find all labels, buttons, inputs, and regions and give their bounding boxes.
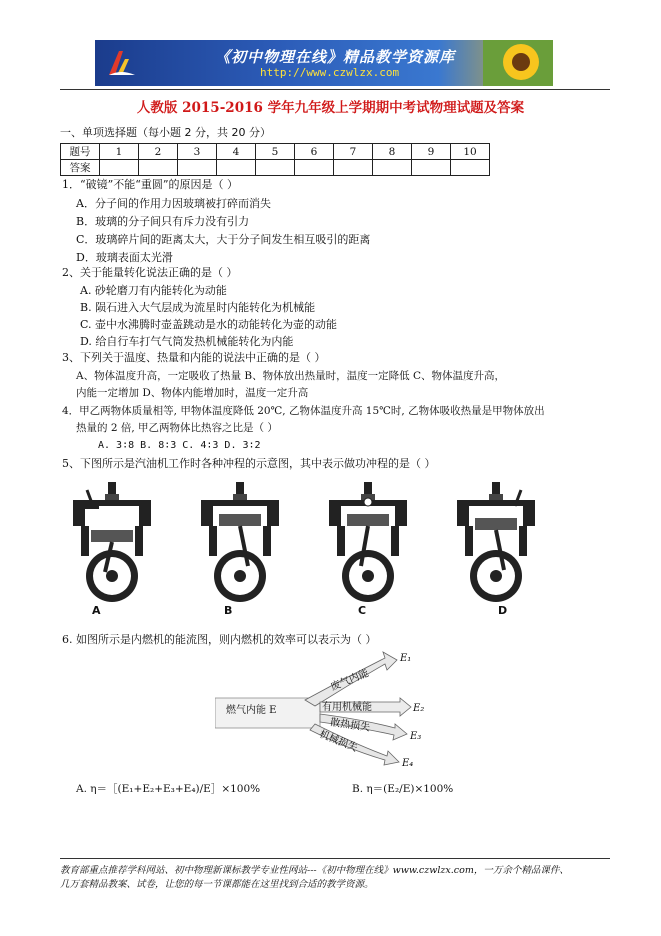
banner-url[interactable]: http://www.czwlzx.com xyxy=(260,66,400,79)
answer-cell[interactable] xyxy=(100,160,139,176)
q4-stem-line1: 4．甲乙两物体质量相等, 甲物体温度降低 20℃, 乙物体温度升高 15℃时, 乙物体吸收热量是甲物体放出 xyxy=(62,405,545,417)
e3-label: E₃ xyxy=(410,731,422,742)
q2-option-b: B. 陨石进入大气层成为流星时内能转化为机械能 xyxy=(80,301,316,314)
answer-table xyxy=(60,143,490,176)
useful-work-label: 有用机械能 xyxy=(322,702,372,713)
e4-label: E₄ xyxy=(402,758,414,769)
engine-c-diagram xyxy=(329,482,407,602)
answer-cell[interactable] xyxy=(412,160,451,176)
header-rule xyxy=(60,89,610,90)
q3-stem: 3、下列关于温度、热量和内能的说法中正确的是（ ） xyxy=(62,351,326,364)
footer-line-1: 教育部重点推荐学科网站、初中物理新课标教学专业性网站---《初中物理在线》www.czwlzx.com，一万余个精品课件、 xyxy=(60,865,569,876)
sunflower-icon xyxy=(483,40,553,86)
question-number: 2 xyxy=(139,144,178,160)
q2-option-d: D. 给自行车打气气筒发热机械能转化为内能 xyxy=(80,335,294,348)
engine-b-diagram xyxy=(201,482,279,602)
q1-option-c: C．玻璃碎片间的距离太大，大于分子间发生相互吸引的距离 xyxy=(76,233,371,246)
row-label: 题号 xyxy=(61,144,100,160)
energy-source-label: 燃气内能 E xyxy=(226,705,277,716)
q5-stem: 5、下图所示是汽油机工作时各种冲程的示意图，其中表示做功冲程的是（ ） xyxy=(62,457,436,470)
engine-label-b: B xyxy=(224,604,233,617)
e1-label: E₁ xyxy=(400,653,412,664)
footer-rule xyxy=(60,858,610,859)
loss-label-exhaust: 废气内能 xyxy=(329,667,371,694)
q1-stem: 1．“破镜”不能“重圆”的原因是（ ） xyxy=(62,178,238,191)
engine-label-a: A xyxy=(92,604,101,617)
footer-text xyxy=(60,864,620,892)
q4-stem-line2: 热量的 2 倍, 甲乙两物体比热容之比是（ ） xyxy=(76,422,278,434)
table-row xyxy=(61,160,490,176)
document-title: 人教版 2015-2016 学年九年级上学期期中考试物理试题及答案 xyxy=(136,100,525,116)
loss-label-heat: 散热损失 xyxy=(329,717,371,734)
answer-cell[interactable] xyxy=(451,160,490,176)
question-number: 5 xyxy=(256,144,295,160)
q1-option-a: A．分子间的作用力因玻璃被打碎而消失 xyxy=(76,197,271,210)
question-number: 1 xyxy=(100,144,139,160)
engine-stroke-diagrams xyxy=(65,478,565,603)
q1-option-d: D．玻璃表面太光滑 xyxy=(76,251,173,264)
q6-option-b: B. η＝(E₂/E)×100% xyxy=(352,783,454,795)
q2-option-c: C. 壶中水沸腾时壶盖跳动是水的动能转化为壶的动能 xyxy=(80,318,338,331)
loss-label-mechanical: 机械损失 xyxy=(317,728,359,755)
table-row xyxy=(61,144,490,160)
question-number: 9 xyxy=(412,144,451,160)
row-label: 答案 xyxy=(61,160,100,176)
header-banner xyxy=(95,40,553,86)
answer-cell[interactable] xyxy=(139,160,178,176)
question-number: 10 xyxy=(451,144,490,160)
q6-stem: 6. 如图所示是内燃机的能流图，则内燃机的效率可以表示为（ ） xyxy=(62,633,377,646)
section-heading: 一、单项选择题（每小题 2 分，共 20 分） xyxy=(60,126,271,139)
banner-title: 《初中物理在线》精品教学资源库 xyxy=(215,48,456,66)
q6-option-a: A. η＝［(E₁+E₂+E₃+E₄)/E］×100% xyxy=(76,783,261,795)
question-number: 4 xyxy=(217,144,256,160)
q4-options: A. 3∶8 B. 8∶3 C. 4∶3 D. 3∶2 xyxy=(98,440,261,451)
footer-line-2: 几万套精品教案、试卷，让您的每一节课都能在这里找到合适的教学资源。 xyxy=(60,879,374,890)
site-logo-icon xyxy=(105,47,137,79)
question-number: 8 xyxy=(373,144,412,160)
answer-cell[interactable] xyxy=(295,160,334,176)
engine-a-diagram xyxy=(73,482,151,602)
q2-stem: 2、关于能量转化说法正确的是（ ） xyxy=(62,266,238,279)
answer-cell[interactable] xyxy=(334,160,373,176)
answer-cell[interactable] xyxy=(256,160,295,176)
e2-label: E₂ xyxy=(413,703,425,714)
q2-option-a: A. 砂轮磨刀有内能转化为动能 xyxy=(80,284,227,297)
q3-options-line1: A、物体温度升高，一定吸收了热量 B、物体放出热量时，温度一定降低 C、物体温度升高， xyxy=(76,370,506,382)
question-number: 7 xyxy=(334,144,373,160)
engine-d-diagram xyxy=(457,482,535,602)
engine-label-c: C xyxy=(358,604,367,617)
engine-label-d: D xyxy=(498,604,508,617)
q3-options-line2: 内能一定增加 D、物体内能增加时，温度一定升高 xyxy=(76,387,309,399)
answer-cell[interactable] xyxy=(373,160,412,176)
question-number: 6 xyxy=(295,144,334,160)
question-number: 3 xyxy=(178,144,217,160)
q1-option-b: B．玻璃的分子间只有斥力没有引力 xyxy=(76,215,250,228)
answer-cell[interactable] xyxy=(217,160,256,176)
answer-cell[interactable] xyxy=(178,160,217,176)
